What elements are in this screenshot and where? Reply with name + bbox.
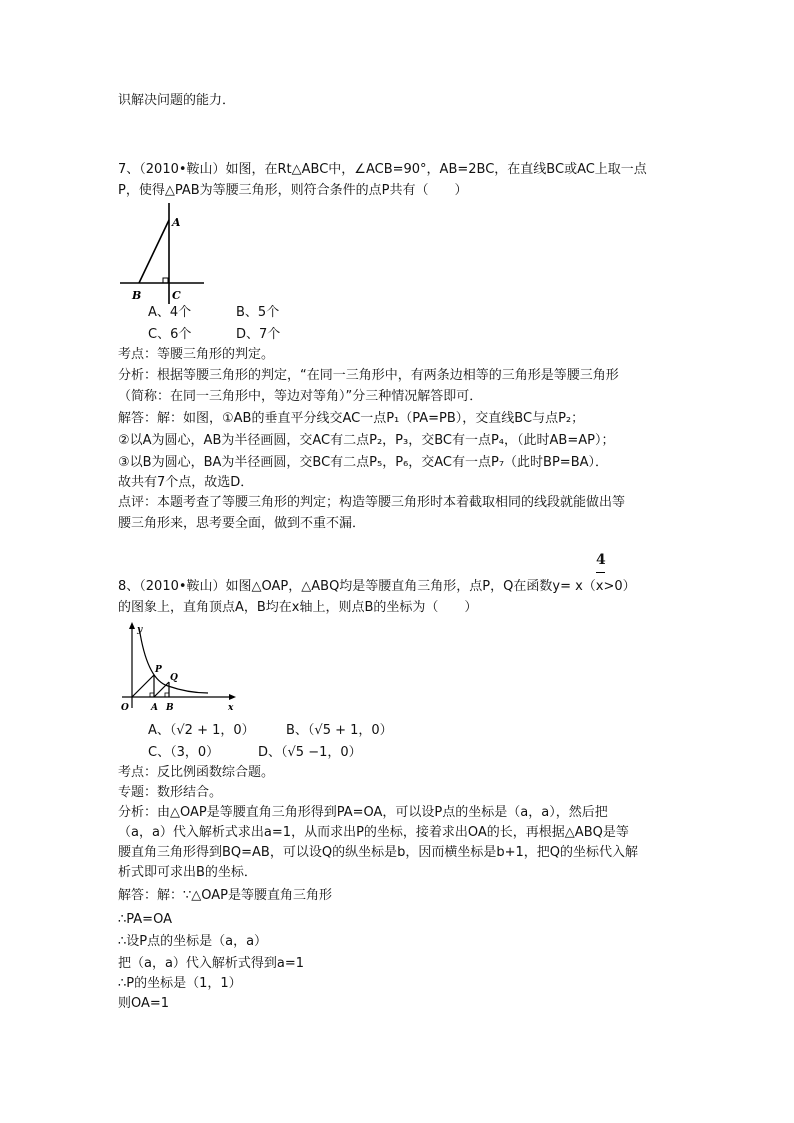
q8-jieda-5: ∴P的坐标是（1，1） [118, 976, 242, 991]
option-d: D、7个 [236, 327, 281, 342]
q8-jieda-3: ∴设P点的坐标是（a，a） [118, 934, 268, 949]
option-a: A、（√2 + 1，0） [148, 723, 255, 738]
q8-fenxi-2: （a，a）代入解析式求出a=1，从而求出P的坐标，接着求出OA的长，再根据△ABQ是等 [118, 825, 629, 840]
fraction-numerator: 4 [596, 552, 606, 568]
q8-stem-line2: 的图象上，直角顶点A，B均在x轴上，则点B的坐标为（ ） [118, 600, 478, 615]
option-a: A、4个 [148, 305, 192, 320]
q7-options-row2 [148, 326, 280, 344]
q8-zhuanti: 专题：数形结合。 [118, 785, 223, 800]
q7-stem-line2: P，使得△PAB为等腰三角形，则符合条件的点P共有（ ） [118, 183, 468, 198]
label-Q: Q [170, 673, 178, 683]
q8-options-row2 [148, 744, 362, 762]
q8-graph-figure [118, 620, 238, 710]
q7-jieda-4: 故共有7个点，故选D． [118, 475, 254, 490]
q8-fenxi-4: 析式即可求出B的坐标． [118, 865, 257, 880]
q8-jieda-2: ∴PA=OA [118, 912, 172, 927]
q7-triangle-figure [118, 200, 208, 304]
label-P: P [155, 665, 162, 675]
q8-fenxi-3: 腰直角三角形得到BQ=AB，可以设Q的纵坐标是b，因而横坐标是b+1，把Q的坐标代入解 [118, 845, 638, 860]
q7-stem-line1: 7、（2010•鞍山）如图，在Rt△ABC中，∠ACB=90°，AB=2BC，在直线BC或AC上取一点 [118, 162, 647, 177]
q7-jieda-3: ③以B为圆心，BA为半径画圆，交BC有二点P₅，P₆，交AC有一点P₇（此时BP=BA）． [118, 455, 609, 470]
label-B: B [166, 703, 174, 710]
q7-jieda-1: 解答：解：如图，①AB的垂直平分线交AC一点P₁（PA=PB），交直线BC与点P₂； [118, 411, 585, 426]
q7-dianping-1: 点评：本题考查了等腰三角形的判定；构造等腰三角形时本着截取相同的线段就能做出等 [118, 495, 626, 510]
q7-fenxi-2: （简称：在同一三角形中，等边对等角）”分三种情况解答即可． [118, 389, 483, 404]
q7-jieda-2: ②以A为圆心，AB为半径画圆，交AC有二点P₂，P₃，交BC有一点P₄，（此时AB=AP）； [118, 433, 615, 448]
label-A: A [151, 703, 158, 710]
label-x: x [228, 703, 234, 710]
q8-options-row1 [148, 722, 393, 740]
q8-stem-line1: 8、（2010•鞍山）如图△OAP，△ABQ均是等腰直角三角形，点P，Q在函数y= x（x>0） [118, 579, 636, 594]
fraction-bar [596, 572, 605, 573]
text-line: 识解决问题的能力． [118, 93, 236, 108]
option-b: B、5个 [236, 305, 280, 320]
q7-kaodian: 考点：等腰三角形的判定。 [118, 347, 275, 362]
q7-fenxi-1: 分析：根据等腰三角形的判定，“在同一三角形中，有两条边相等的三角形是等腰三角形 [118, 368, 619, 383]
option-c: C、6个 [148, 327, 192, 342]
option-c: C、（3，0） [148, 745, 220, 760]
label-y: y [137, 625, 143, 635]
q8-kaodian: 考点：反比例函数综合题。 [118, 765, 275, 780]
label-C: C [172, 289, 181, 302]
q8-jieda-4: 把（a，a）代入解析式得到a=1 [118, 956, 305, 971]
q7-dianping-2: 腰三角形来，思考要全面，做到不重不漏． [118, 516, 366, 531]
option-d: D、（√5 −1，0） [258, 745, 362, 760]
option-b: B、（√5 + 1，0） [286, 723, 393, 738]
q8-jieda-1: 解答：解：∵△OAP是等腰直角三角形 [118, 888, 333, 903]
label-B: B [132, 289, 142, 302]
label-O: O [121, 703, 129, 710]
q8-fenxi-1: 分析：由△OAP是等腰直角三角形得到PA=OA，可以设P点的坐标是（a，a），然后把 [118, 805, 608, 820]
label-A: A [172, 216, 181, 229]
q7-options-row1 [148, 304, 279, 322]
q8-jieda-6: 则OA=1 [118, 996, 170, 1011]
